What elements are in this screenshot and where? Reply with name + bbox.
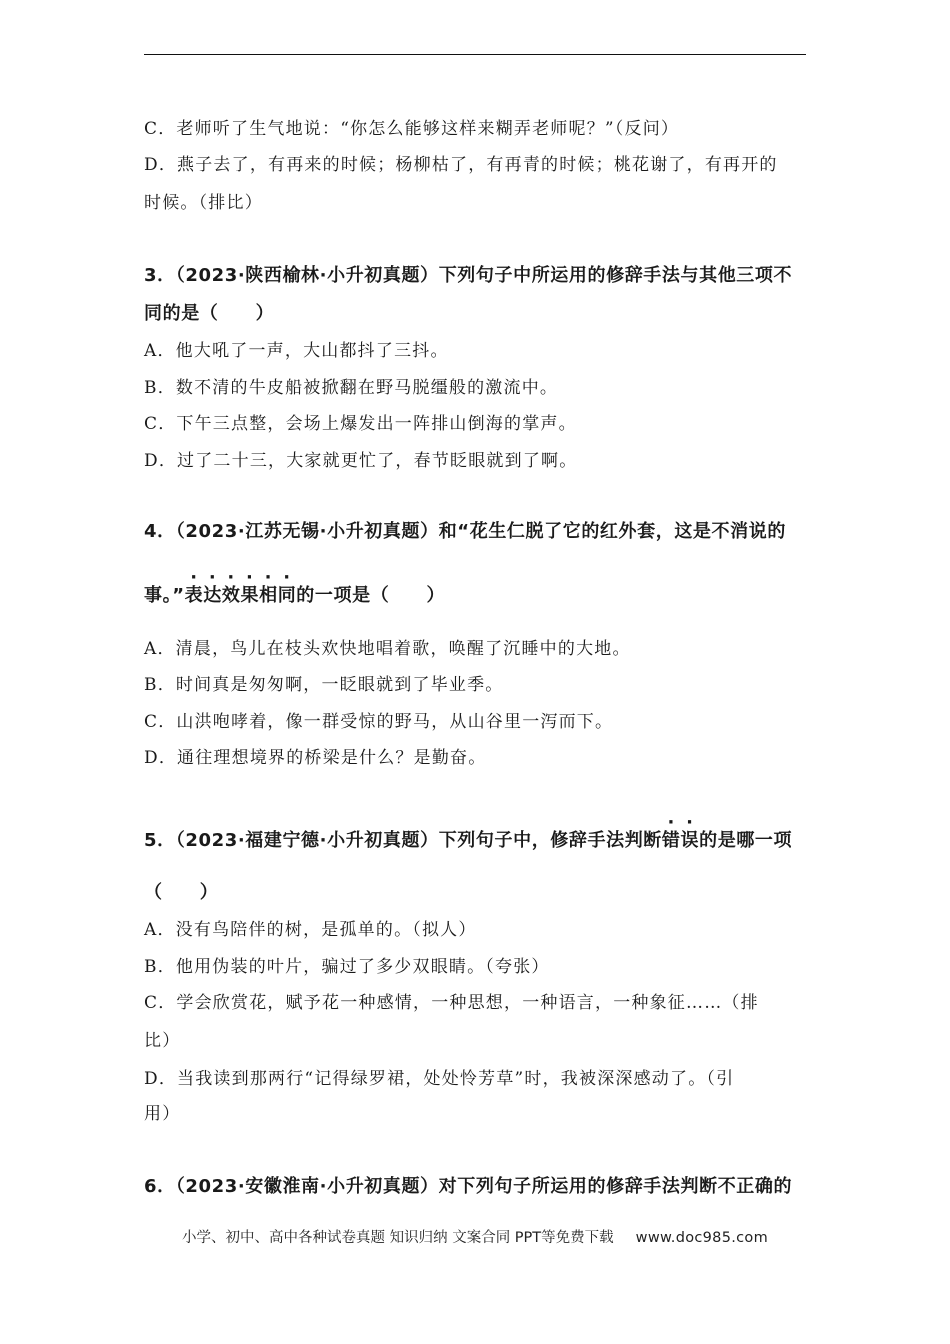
question-6-line1: 6．（2023·安徽淮南·小升初真题）对下列句子所运用的修辞手法判断不正确的	[144, 1176, 793, 1197]
question-3-option-b: B．数不清的牛皮船被掀翻在野马脱缰般的激流中。	[144, 378, 559, 398]
question-5-prefix: 5．（2023·福建宁德·小升初真题）下列句子中，修辞手法判断	[144, 830, 662, 851]
option-c-prev: C．老师听了生气地说：“你怎么能够这样来糊弄老师呢？”（反问）	[144, 119, 680, 139]
option-d-prev-line2: 时候。（排比）	[144, 193, 263, 213]
question-5-option-c-line1: C．学会欣赏花，赋予花一种感情，一种思想，一种语言，一种象征……（排	[144, 993, 759, 1013]
question-4-line2	[144, 585, 445, 607]
question-5-line2: （ ）	[144, 882, 219, 903]
emphasis-char: 效	[221, 585, 241, 606]
emphasis-char: 达	[203, 585, 222, 606]
question-5-suffix: 的是哪一项	[699, 830, 793, 851]
question-4-line1: 4．（2023·江苏无锡·小升初真题）和“花生仁脱了它的红外套，这是不消说的	[144, 521, 786, 542]
option-d-prev-line1: D．燕子去了，有再来的时候；杨柳枯了，有再青的时候；桃花谢了，有再开的	[144, 155, 778, 175]
emphasis-char: 同	[277, 585, 297, 606]
question-3-line2: 同的是（ ）	[144, 303, 275, 324]
footer-text: 小学、初中、高中各种试卷真题 知识归纳 文案合同 PPT等免费下载	[181, 1230, 614, 1246]
emphasis-char: 误	[680, 830, 700, 851]
question-5-option-a: A．没有鸟陪伴的树，是孤单的。（拟人）	[144, 920, 477, 940]
question-3-option-c: C．下午三点整，会场上爆发出一阵排山倒海的掌声。	[144, 414, 577, 434]
question-5-option-b: B．他用伪装的叶片，骗过了多少双眼睛。（夸张）	[144, 957, 550, 977]
question-4-option-a: A．清晨，鸟儿在枝头欢快地唱着歌，唤醒了沉睡中的大地。	[144, 639, 631, 659]
question-5-option-d-line1: D．当我读到那两行“记得绿罗裙，处处怜芳草”时，我被深深感动了。（引	[144, 1069, 735, 1089]
question-5-option-d-line2: 用）	[144, 1104, 181, 1124]
question-4-suffix: 的一项是（ ）	[296, 585, 446, 606]
header-rule	[144, 54, 806, 55]
question-4-option-c: C．山洪咆哮着，像一群受惊的野马，从山谷里一泻而下。	[144, 712, 614, 732]
emphasis-char: 表	[184, 585, 204, 606]
question-4-option-d: D．通往理想境界的桥梁是什么？是勤奋。	[144, 748, 487, 768]
question-4-option-b: B．时间真是匆匆啊，一眨眼就到了毕业季。	[144, 675, 504, 695]
question-5-line1	[144, 830, 792, 852]
page-footer	[0, 1226, 950, 1247]
emphasis-char: 相	[259, 585, 278, 606]
question-5-option-c-line2: 比）	[144, 1031, 181, 1051]
question-3-line1: 3．（2023·陕西榆林·小升初真题）下列句子中所运用的修辞手法与其他三项不	[144, 265, 793, 286]
question-4-prefix: 事。”	[144, 585, 185, 606]
question-3-option-a: A．他大吼了一声，大山都抖了三抖。	[144, 341, 449, 361]
footer-url[interactable]: www.doc985.com	[635, 1230, 769, 1246]
emphasis-char: 果	[240, 585, 260, 606]
emphasis-char: 错	[661, 830, 681, 851]
question-3-option-d: D．过了二十三，大家就更忙了，春节眨眼就到了啊。	[144, 451, 578, 471]
